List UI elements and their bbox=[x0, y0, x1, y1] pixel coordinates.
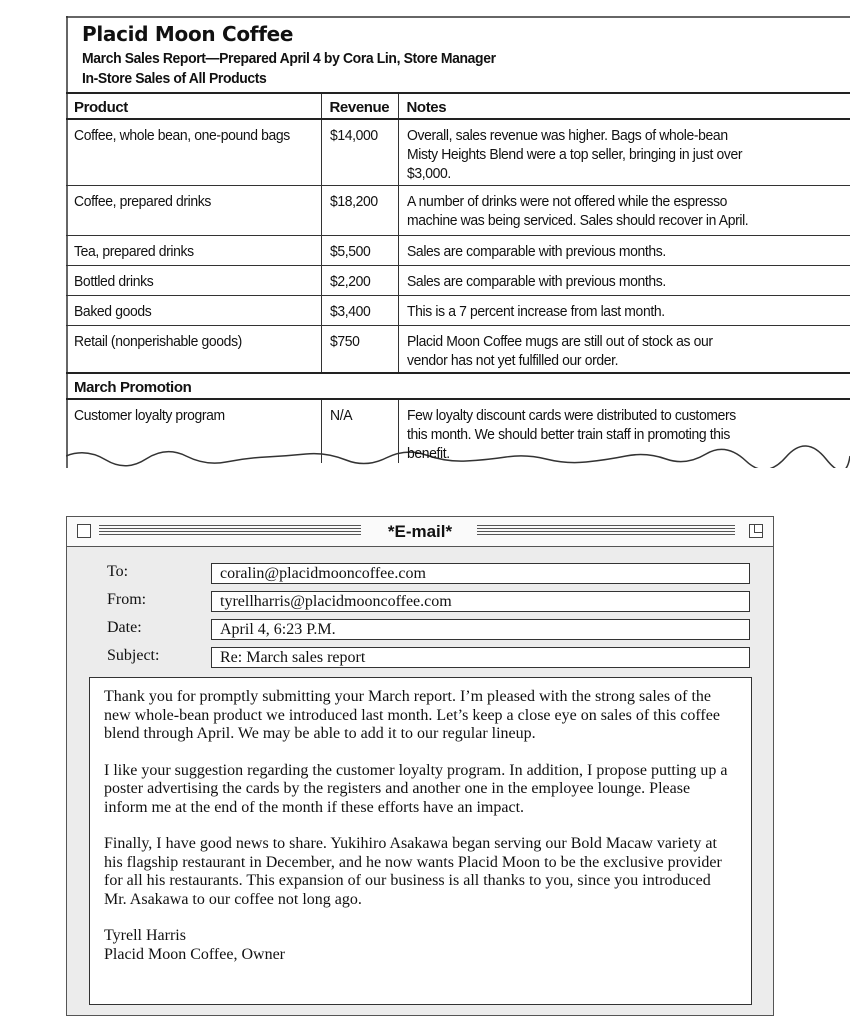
table-row bbox=[66, 185, 850, 235]
notes-line: Few loyalty discount cards were distributed to customers bbox=[406, 407, 736, 424]
product-cell: Coffee, prepared drinks bbox=[74, 192, 211, 210]
notes-line: Sales are comparable with previous months. bbox=[406, 272, 666, 290]
notes-line: vendor has not yet fulfilled our order. bbox=[406, 351, 618, 369]
revenue-cell: $2,200 bbox=[329, 272, 370, 290]
column-header-product: Product bbox=[66, 93, 321, 119]
notes-line: $3,000. bbox=[406, 165, 451, 182]
window-title: *E-mail* bbox=[67, 522, 773, 542]
revenue-cell: $5,500 bbox=[329, 242, 370, 260]
to-label: To: bbox=[107, 563, 129, 580]
column-header-revenue: Revenue bbox=[321, 93, 398, 119]
notes-line: Overall, sales revenue was higher. Bags of whole-bean bbox=[406, 127, 728, 144]
table-row bbox=[66, 235, 850, 265]
notes-line: Sales are comparable with previous months. bbox=[406, 242, 666, 260]
email-body[interactable] bbox=[89, 677, 752, 1005]
product-cell: Retail (nonperishable goods) bbox=[74, 332, 242, 350]
table-row bbox=[66, 119, 850, 185]
notes-line: Misty Heights Blend were a top seller, bringing in just over bbox=[406, 146, 742, 163]
report-subtitle: March Sales Report—Prepared April 4 by Cora Lin, Store Manager bbox=[82, 50, 496, 67]
table-row bbox=[66, 399, 850, 463]
notes-line: Placid Moon Coffee mugs are still out of stock as our bbox=[406, 332, 713, 350]
table-row bbox=[66, 295, 850, 325]
notes-line: this month. We should better train staff in promoting this bbox=[406, 426, 730, 443]
promotion-heading: March Promotion bbox=[66, 373, 850, 399]
product-cell: Customer loyalty program bbox=[74, 407, 225, 424]
signature-name: Tyrell Harris bbox=[104, 927, 186, 944]
product-cell: Bottled drinks bbox=[74, 272, 154, 290]
revenue-cell: $18,200 bbox=[329, 192, 378, 210]
notes-line: benefit. bbox=[406, 445, 450, 462]
revenue-cell: $750 bbox=[329, 332, 360, 350]
notes-line: A number of drinks were not offered while the espresso bbox=[406, 192, 727, 210]
zoom-box-icon[interactable] bbox=[749, 524, 763, 538]
body-paragraph: I like your suggestion regarding the customer loyalty program. In addition, I propose putting up a poster advertising the cards by the registers and another one in the employee lounge. Please inform me at the end of the month if these efforts have an impact. bbox=[104, 761, 728, 816]
report-section-title: In-Store Sales of All Products bbox=[82, 70, 267, 87]
promotion-heading-row bbox=[66, 373, 850, 399]
email-window bbox=[66, 516, 774, 1016]
body-paragraph: Thank you for promptly submitting your March report. I’m pleased with the strong sales of the new whole-bean product we introduced last month. Let’s keep a close eye on sales of this coffee blend through April. We may be able to add it to our regular lineup. bbox=[104, 688, 720, 742]
product-cell: Baked goods bbox=[74, 302, 152, 320]
table-header-row bbox=[66, 93, 850, 119]
date-label: Date: bbox=[107, 619, 142, 636]
product-cell: Coffee, whole bean, one-pound bags bbox=[74, 127, 290, 144]
date-field[interactable]: April 4, 6:23 P.M. bbox=[211, 619, 750, 640]
notes-line: machine was being serviced. Sales should recover in April. bbox=[406, 211, 748, 229]
signature-title: Placid Moon Coffee, Owner bbox=[104, 945, 285, 963]
table-row bbox=[66, 265, 850, 295]
revenue-cell: $14,000 bbox=[329, 127, 378, 144]
revenue-cell: $3,400 bbox=[329, 302, 370, 320]
body-paragraph: Finally, I have good news to share. Yukihiro Asakawa began serving our Bold Macaw variety at his flagship restaurant in December, and he now wants Placid Moon to be the exclusive provider for all his restaurants. This expansion of our business is all thanks to you, since you introduced Mr. Asakawa to our coffee not long ago. bbox=[104, 835, 722, 908]
store-name: Placid Moon Coffee bbox=[82, 22, 294, 46]
subject-label: Subject: bbox=[107, 647, 160, 664]
revenue-cell: N/A bbox=[329, 407, 352, 424]
column-header-notes: Notes bbox=[398, 93, 850, 119]
product-cell: Tea, prepared drinks bbox=[74, 242, 194, 260]
notes-line: This is a 7 percent increase from last month. bbox=[406, 302, 665, 320]
from-label: From: bbox=[107, 591, 147, 608]
from-field[interactable]: tyrellharris@placidmooncoffee.com bbox=[211, 591, 750, 612]
sales-report bbox=[66, 16, 850, 468]
sales-table bbox=[66, 92, 850, 463]
to-field[interactable]: coralin@placidmooncoffee.com bbox=[211, 563, 750, 584]
subject-field[interactable]: Re: March sales report bbox=[211, 647, 750, 668]
window-titlebar[interactable] bbox=[67, 517, 773, 547]
table-row bbox=[66, 325, 850, 373]
